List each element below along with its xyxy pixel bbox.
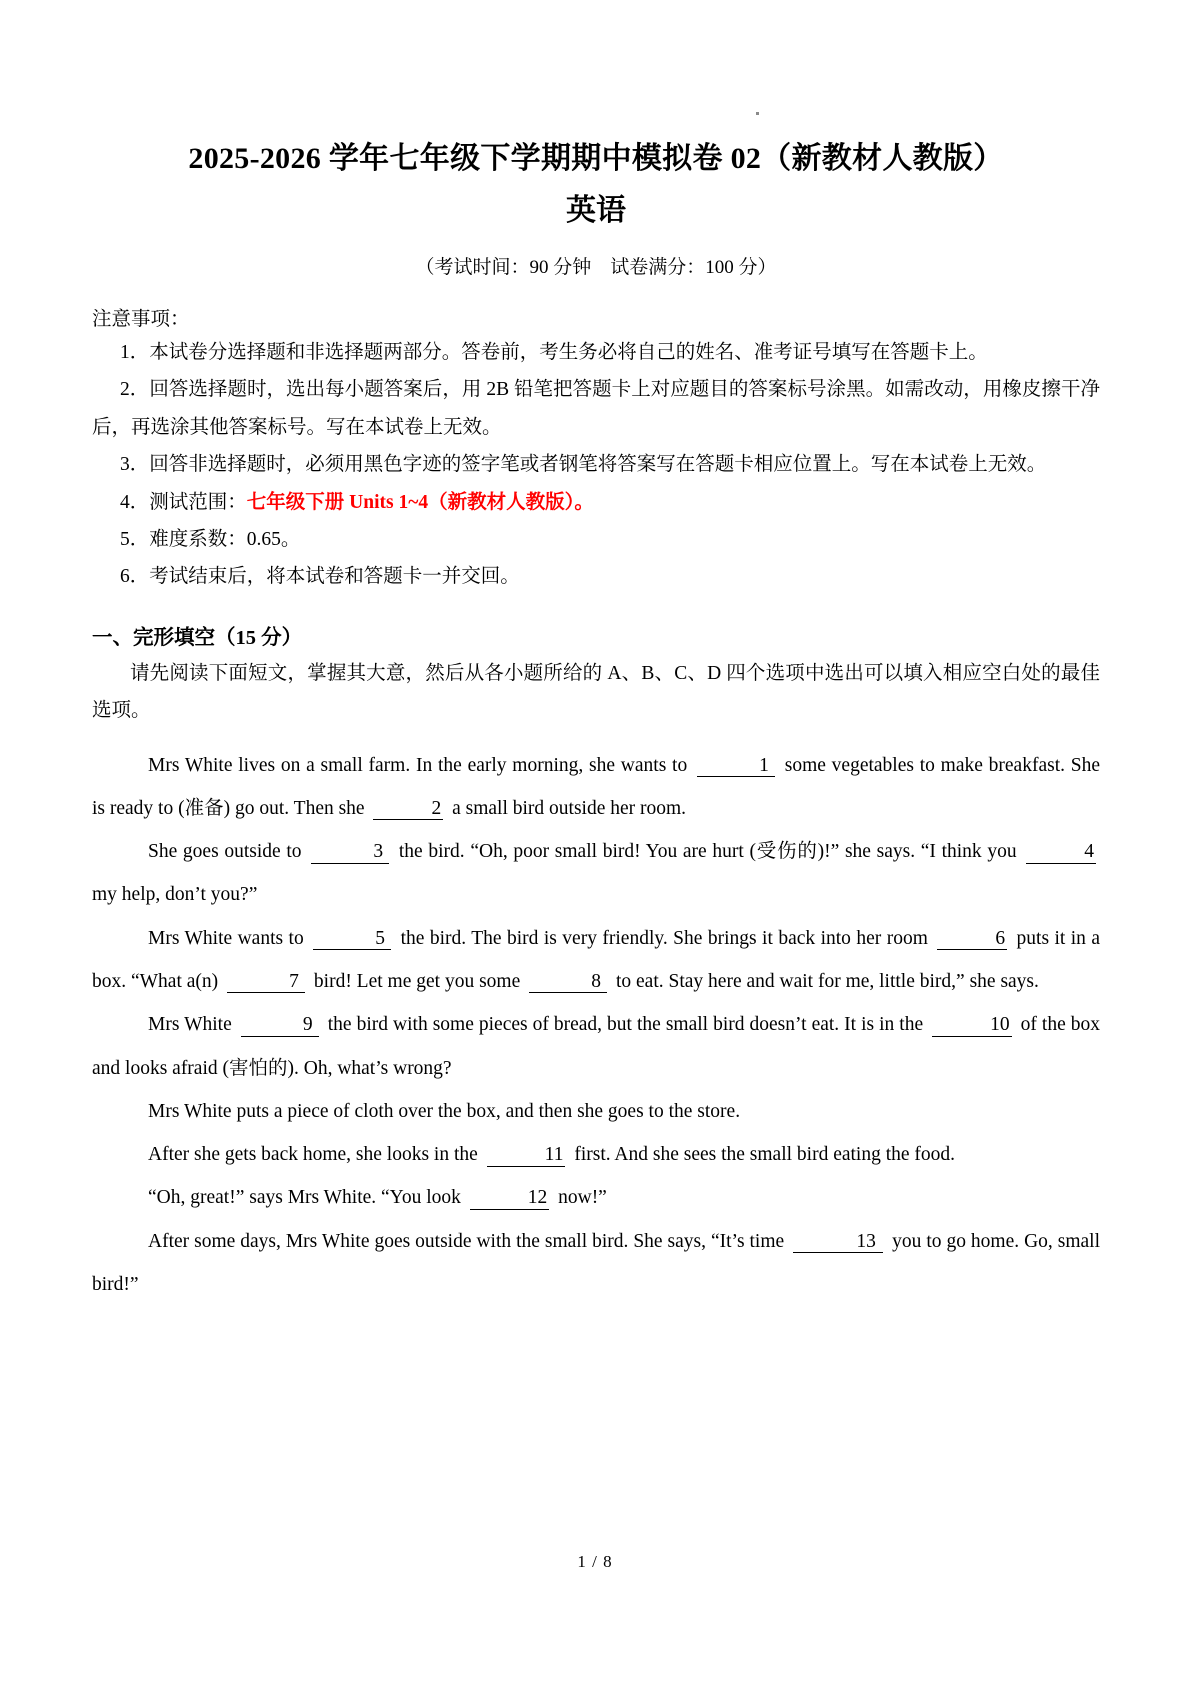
passage-paragraph-8 (92, 1220, 1100, 1307)
passage-paragraph-7 (92, 1176, 1100, 1219)
answer-blank-10[interactable]: 10 (932, 1015, 1012, 1036)
passage-text: the bird with some pieces of bread, but the small bird doesn’t eat. It is in the (327, 1014, 924, 1036)
notice-item-3: 3．回答非选择题时，必须用黑色字迹的签字笔或者钢笔将答案写在答题卡相应位置上。写在本试卷上无效。 (120, 454, 1047, 476)
passage-text: now!” (558, 1187, 607, 1209)
passage-text: the bird. The bird is very friendly. She brings it back into her room (400, 927, 928, 949)
subject-title: 英语 (566, 193, 626, 227)
answer-blank-3[interactable]: 3 (311, 842, 389, 863)
passage-paragraph-5: Mrs White puts a piece of cloth over the box, and then she goes to the store. (148, 1100, 741, 1122)
answer-blank-11[interactable]: 11 (487, 1145, 566, 1166)
passage-text: to eat. Stay here and wait for me, little bird,” she says. (615, 970, 1039, 992)
answer-blank-6[interactable]: 6 (937, 929, 1007, 950)
answer-blank-5[interactable]: 5 (313, 929, 391, 950)
passage-paragraph-1 (92, 730, 1100, 831)
answer-blank-13[interactable]: 13 (793, 1232, 883, 1253)
answer-blank-4[interactable]: 4 (1026, 842, 1096, 863)
notice-item-4-scope: 七年级下册 Units 1~4（新教材人教版）。 (246, 491, 594, 513)
passage-paragraph-2 (92, 830, 1100, 917)
answer-blank-1[interactable]: 1 (697, 756, 775, 777)
notice-item-4 (92, 484, 1100, 521)
section-heading-cloze: 一、完形填空（15 分） (92, 626, 303, 649)
passage-text: “Oh, great!” says Mrs White. “You look (148, 1187, 461, 1209)
passage-text: puts it in a box. “What a(n) (92, 927, 1101, 992)
notice-item-1: 1．本试卷分选择题和非选择题两部分。答卷前，考生务必将自己的姓名、准考证号填写在答题卡上。 (120, 341, 988, 363)
passage-text: first. And she sees the small bird eating the food. (574, 1144, 956, 1166)
passage-text: my help, don’t you?” (92, 884, 258, 906)
page-footer: 1 / 8 (577, 1552, 613, 1571)
notice-item-4-prefix: 4．测试范围： (120, 491, 247, 513)
passage-text: the bird. “Oh, poor small bird! You are hurt (受伤的)!” she says. “I think you (398, 841, 1017, 863)
answer-blank-7[interactable]: 7 (227, 972, 305, 993)
passage-text: She goes outside to (148, 841, 302, 863)
passage-text: After she gets back home, she looks in the (148, 1144, 478, 1166)
passage-text: Mrs White lives on a small farm. In the early morning, she wants to (148, 754, 688, 776)
page-title: 2025-2026 学年七年级下学期期中模拟卷 02（新教材人教版） (188, 142, 1004, 175)
passage-paragraph-4 (92, 1003, 1100, 1090)
passage-text: of the box and looks afraid (害怕的). Oh, what’s wrong? (92, 1014, 1101, 1079)
passage-paragraph-3 (92, 917, 1100, 1004)
passage-text: bird! Let me get you some (313, 970, 521, 992)
passage-text: you to go home. Go, small bird!” (92, 1230, 1101, 1295)
passage-text: Mrs White wants to (148, 927, 304, 949)
document-content (92, 108, 1100, 1306)
passage-text: a small bird outside her room. (452, 797, 687, 819)
answer-blank-8[interactable]: 8 (529, 972, 607, 993)
answer-blank-2[interactable]: 2 (373, 799, 443, 820)
notice-item-5: 5．难度系数：0.65。 (120, 529, 301, 551)
section-instructions: 请先阅读下面短文，掌握其大意，然后从各小题所给的 A、B、C、D 四个选项中选出可以填入相应空白处的最佳选项。 (92, 662, 1100, 722)
passage-text: Mrs White (148, 1014, 232, 1036)
answer-blank-12[interactable]: 12 (470, 1188, 550, 1209)
exam-meta: （考试时间：90 分钟 试卷满分：100 分） (415, 257, 777, 279)
passage-text: After some days, Mrs White goes outside with the small bird. She says, “It’s time (148, 1230, 785, 1252)
passage-text: some vegetables to make breakfast. She is ready to (准备) go out. Then she (92, 754, 1101, 819)
notice-heading: 注意事项： (92, 308, 190, 330)
passage-paragraph-6 (92, 1133, 1100, 1176)
notice-item-2: 2．回答选择题时，选出每小题答案后，用 2B 铅笔把答题卡上对应题目的答案标号涂黑。如需改动，用橡皮擦干净后，再选涂其他答案标号。写在本试卷上无效。 (92, 379, 1100, 438)
notice-item-6: 6．考试结束后，将本试卷和答题卡一并交回。 (120, 566, 520, 588)
answer-blank-9[interactable]: 9 (241, 1015, 319, 1036)
